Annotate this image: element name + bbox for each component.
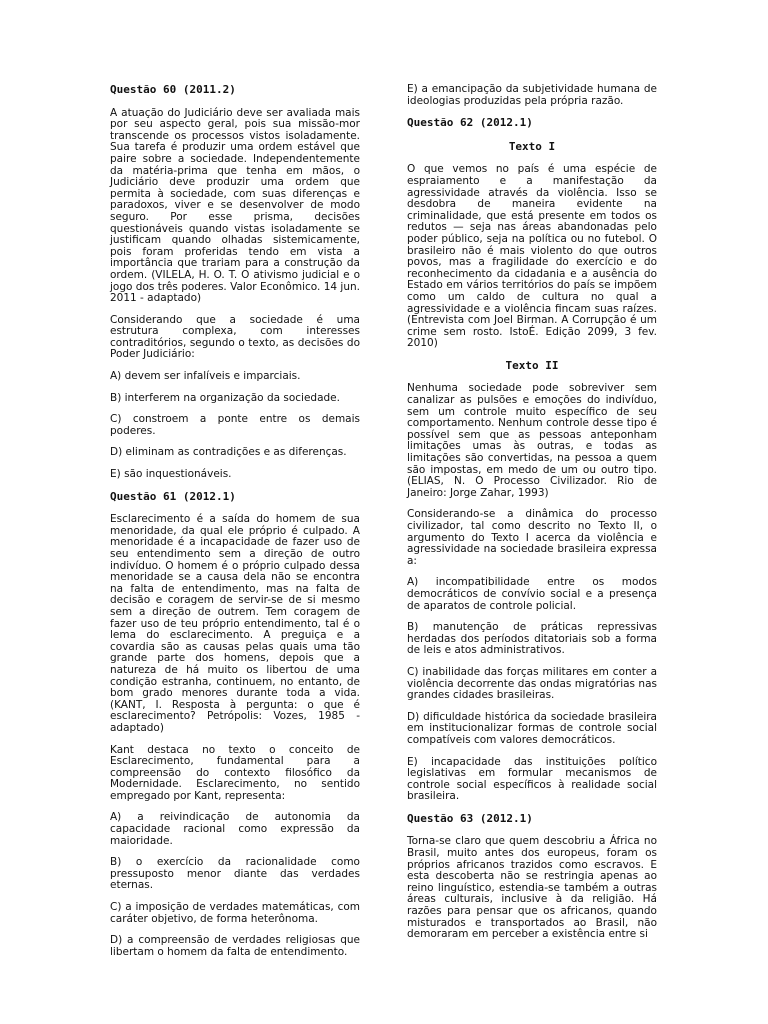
question-62-option-c: C) inabilidade das forças militares em conter a violência decorrente das ondas migratórias nas grandes cidades brasileiras.: [407, 665, 657, 702]
question-61-option-a: A) a reivindicação de autonomia da capacidade racional como expressão da maioridade.: [110, 811, 360, 847]
question-61-title: Questão 61 (2012.1): [110, 489, 236, 503]
question-60-option-b: B) interferem na organização da sociedade.: [110, 391, 340, 404]
question-61-option-c: C) a imposição de verdades matemáticas, com caráter objetivo, de forma heterônoma.: [110, 901, 360, 925]
question-60-option-c: C) constroem a ponte entre os demais poderes.: [110, 413, 360, 437]
question-60-option-e: E) são inquestionáveis.: [110, 468, 232, 481]
question-62-option-b: B) manutenção de práticas repressivas herdadas dos períodos ditatoriais sob a forma de leis e atos administrativos.: [407, 621, 657, 657]
question-62-option-d: D) dificuldade histórica da sociedade brasileira em institucionalizar formas de controle social compatíveis com valores democráticos.: [407, 710, 657, 746]
question-60-prompt: Considerando que a sociedade é uma estrutura complexa, com interesses contraditórios, segundo o texto, as decisões do Poder Judiciário:: [110, 313, 360, 361]
question-61-text: Esclarecimento é a saída do homem de sua menoridade, da qual ele próprio é culpado. A menoridade é a incapacidade de fazer uso de seu entendimento sem a direção de outro indivíduo. O homem é o próprio culpado dessa menoridade se a causa dela não se encontra na falta de entendimento, mas na falta de decisão e coragem de servir-se de si mesmo sem a direção de outrem. Tem coragem de fazer uso de teu próprio entendimento, tal é o lema do esclarecimento. A preguiça e a covardia são as causas pelas quais uma tão grande parte dos homens, depois que a natureza de há muito os libertou de uma condição estranha, continuem, no entanto, de bom grado menores durante toda a vida. (KANT, I. Resposta à pergunta: o que é esclarecimento? Petrópolis: Vozes, 1985 - adaptado): [110, 513, 360, 734]
question-60-option-a: A) devem ser infalíveis e imparciais.: [110, 370, 301, 383]
question-60-title: Questão 60 (2011.2): [110, 83, 236, 96]
texto-1-body: O que vemos no país é uma espécie de espraiamento e a manifestação da agressividade através da violência. Isso se desdobra de maneira evidente na criminalidade, que está presente em todos os redutos — seja nas áreas abandonadas pelo poder público, seja na política ou no futebol. O brasileiro não é mais violento do que outros povos, mas a fragilidade do exercício e do reconhecimento da cidadania e a ausência do Estado em vários territórios do país se impõem como um caldo de cultura no qual a agressividade e a violência fincam suas raízes. (Entrevista com Joel Birman. A Corrupção é um crime sem rosto. IstoÉ. Edição 2099, 3 fev. 2010): [407, 163, 657, 350]
left-column: [110, 84, 360, 968]
question-60-option-d: D) eliminam as contradições e as diferenças.: [110, 446, 347, 459]
question-61-option-d: D) a compreensão de verdades religiosas que libertam o homem da falta de entendimento.: [110, 934, 360, 958]
question-62-prompt: Considerando-se a dinâmica do processo civilizador, tal como descrito no Texto II, o argumento do Texto I acerca da violência e agressividade na sociedade brasileira expressa a:: [407, 508, 657, 567]
question-61-option-e: E) a emancipação da subjetividade humana de ideologias produzidas pela própria razão.: [407, 83, 657, 107]
question-61-prompt: Kant destaca no texto o conceito de Esclarecimento, fundamental para a compreensão do contexto filosófico da Modernidade. Esclarecimento, no sentido empregado por Kant, representa:: [110, 743, 360, 802]
texto-2-body: Nenhuma sociedade pode sobreviver sem canalizar as pulsões e emoções do indivíduo, sem um controle muito específico de seu comportamento. Nenhum controle desse tipo é possível sem que as pessoas anteponham limitações umas às outras, e todas as limitações são convertidas, na pessoa a quem são impostas, em medo de um ou outro tipo. (ELIAS, N. O Processo Civilizador. Rio de Janeiro: Jorge Zahar, 1993): [407, 382, 657, 499]
question-63-text: Torna-se claro que quem descobriu a África no Brasil, muito antes dos europeus, foram os próprios africanos trazidos como escravos. E esta descoberta não se restringia apenas ao reino linguístico, estendia-se também a outras áreas culturais, inclusive à da religião. Há razões para pensar que os africanos, quando misturados e transportados ao Brasil, não demoraram em perceber a existência entre si: [407, 835, 657, 941]
question-62-option-e: E) incapacidade das instituições político legislativas em formular mecanismos de controle social específicos à realidade social brasileira.: [407, 755, 657, 803]
question-60-text: A atuação do Judiciário deve ser avaliada mais por seu aspecto geral, pois sua missão-mor transcende os processos vistos isoladamente. Sua tarefa é produzir uma ordem estável que paire sobre a sociedade. Independentemente da matéria-prima que tenha em mãos, o Judiciário deve produzir uma ordem que permita à sociedade, com suas diferenças e paradoxos, viver e se desenvolver de modo seguro. Por esse prisma, decisões questionáveis quando vistas isoladamente se justificam quando olhadas sistemicamente, pois foram proferidas tendo em vista a importância que trariam para a construção da ordem. (VILELA, H. O. T. O ativismo judicial e o jogo dos três poderes. Valor Econômico. 14 jun. 2011 - adaptado): [110, 106, 360, 305]
question-62-title: Questão 62 (2012.1): [407, 116, 533, 130]
texto-1-title: Texto I: [508, 139, 556, 153]
texto-2-title: Texto II: [505, 358, 559, 372]
right-column: [407, 84, 657, 951]
question-61-option-b: B) o exercício da racionalidade como pressuposto menor diante das verdades eternas.: [110, 856, 360, 892]
question-62-option-a: A) incompatibilidade entre os modos democráticos de convívio social e a presença de aparatos de controle policial.: [407, 576, 657, 612]
question-63-title: Questão 63 (2012.1): [407, 811, 533, 825]
